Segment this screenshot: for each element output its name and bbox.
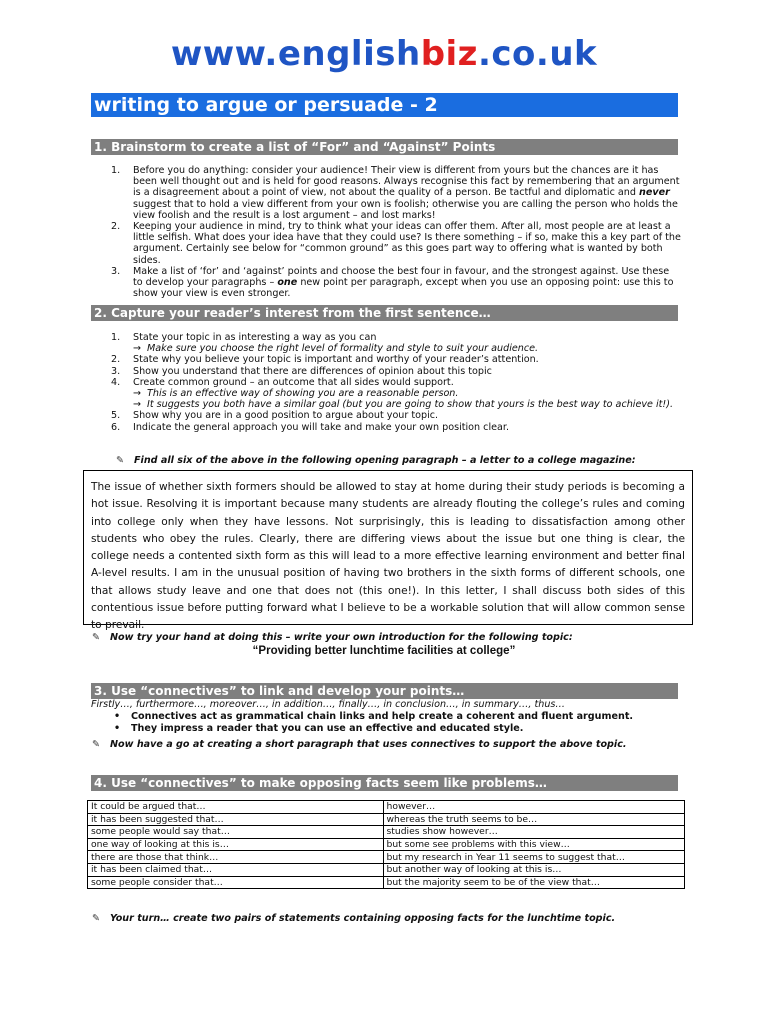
table-cell-statement: It could be argued that… [88, 801, 384, 814]
list-item: 3. Show you understand that there are differences of opinion about this topic [111, 365, 492, 377]
connectives-table [87, 800, 685, 889]
logo-text-2: biz [420, 34, 478, 74]
table-row [88, 838, 685, 851]
arrow-icon: → [133, 343, 142, 355]
sub-item: → Make sure you choose the right level of formality and style to suit your audience. [133, 343, 539, 355]
table-cell-statement: it has been claimed that… [88, 863, 384, 876]
section-2-heading: 2. Capture your reader’s interest from the first sentence… [91, 305, 678, 321]
table-row [88, 801, 685, 814]
pencil-icon: ✎ [92, 739, 101, 750]
table-cell-statement: some people consider that… [88, 876, 384, 889]
section-4-heading: 4. Use “connectives” to make opposing facts seem like problems… [91, 775, 678, 791]
site-logo [0, 34, 768, 74]
table-row [88, 876, 685, 889]
table-row [88, 826, 685, 839]
pencil-icon: ✎ [116, 455, 125, 466]
list-item: 6. Indicate the general approach you will take and make your own position clear. [111, 421, 510, 433]
arrow-icon: → [133, 399, 142, 411]
table-cell-counter: but some see problems with this view… [383, 838, 685, 851]
table-cell-counter: whereas the truth seems to be… [383, 813, 685, 826]
pencil-icon: ✎ [92, 913, 101, 924]
example-paragraph-box [83, 470, 693, 632]
table-cell-counter: but another way of looking at this is… [383, 863, 685, 876]
list-item: 1. State your topic in as interesting a way as you can [111, 332, 377, 343]
example-paragraph: The issue of whether sixth formers should be allowed to stay at home during their study periods is becoming a hot issue. Resolving it is important because many students are already flouting the college’s rules and coming into college only when they have lessons. Not surprisingly, this is leading to dissatisfaction among other students who obey the rules. Clearly, there are differing views about the issue but one thing is clear, the college needs a contented sixth form as this will lead to a more effective learning environment and better final A-level results. I am in the unusual position of having two brothers in the sixth forms of different schools, one that allows study leave and one that does not (this one!). In this letter, I shall discuss both sides of this contentious issue before putting forward what I believe to be a workable solution that will allow common sense to prevail. [91, 481, 685, 632]
list-item: 5. Show why you are in a good position to argue about your topic. [111, 410, 439, 422]
list-item: 1. Before you do anything: consider your audience! Their view is different from yours but the chances are it has been well thought out and is held for good reasons. Always recognise this fact by remembering that an argument is a disagreement about a point of view, not about the quality of a person. Be tactful and diplomatic and never suggest that to hold a view different from your own is foolish; otherwise you are calling the person who holds the view foolish and the result is a lost argument – and lost marks! [111, 165, 680, 221]
table-cell-statement: there are those that think… [88, 851, 384, 864]
sub-item: → This is an effective way of showing you are a reasonable person. [133, 388, 459, 400]
pencil-icon: ✎ [92, 632, 101, 643]
exercise-prompt-4: ✎ Your turn… create two pairs of statements containing opposing facts for the lunchtime topic. [92, 913, 616, 924]
exercise-prompt-2: ✎ Now try your hand at doing this – write your own introduction for the following topic: [92, 632, 573, 643]
table-cell-statement: some people would say that… [88, 826, 384, 839]
table-cell-counter: but my research in Year 11 seems to suggest that… [383, 851, 685, 864]
table-cell-counter: but the majority seem to be of the view that… [383, 876, 685, 889]
sub-item: → It suggests you both have a similar goal (but you are going to show that yours is the best way to achieve it!). [133, 399, 674, 411]
list-item: 4. Create common ground – an outcome that all sides would support. [111, 376, 454, 388]
exercise-prompt-3: ✎ Now have a go at creating a short paragraph that uses connectives to support the above topic. [92, 739, 627, 750]
logo-text-3: .co.uk [477, 34, 598, 74]
table-cell-counter: studies show however… [383, 826, 685, 839]
section-3-bullets [91, 711, 681, 735]
section-3-heading: 3. Use “connectives” to link and develop your points… [91, 683, 678, 699]
page-title: writing to argue or persuade - 2 [91, 93, 678, 117]
list-item: 2. State why you believe your topic is important and worthy of your reader’s attention. [111, 354, 539, 366]
section-1-list [91, 165, 681, 299]
table-cell-counter: however… [383, 801, 685, 814]
list-item: • They impress a reader that you can use an effective and educated style. [91, 723, 681, 735]
table-row [88, 813, 685, 826]
table-row [88, 851, 685, 864]
table-cell-statement: it has been suggested that… [88, 813, 384, 826]
logo-text-1: www.english [170, 34, 421, 74]
arrow-icon: → [133, 388, 142, 400]
table-row [88, 863, 685, 876]
section-1-heading: 1. Brainstorm to create a list of “For” and “Against” Points [91, 139, 678, 155]
connectives-examples: Firstly…, furthermore…, moreover…, in addition…, finally…, in conclusion…, in summary…, thus… [91, 699, 565, 710]
list-item: 2. Keeping your audience in mind, try to think what your ideas can offer them. After all, most people are at least a little selfish. What does your idea have that they could use? Is there something – if so, make this a key part of the argument. Certainly see below for “common ground” as this goes part way to offering what is wanted by both sides. [111, 221, 681, 266]
list-item: 3. Make a list of ‘for’ and ‘against’ points and choose the best four in favour, and the strongest against. Use these to develop your paragraphs – one new point per paragraph, except when you use an opposing point: use this to show your view is even stronger. [111, 265, 674, 300]
list-item: • Connectives act as grammatical chain links and help create a coherent and fluent argument. [91, 711, 681, 723]
section-2-list [91, 332, 681, 433]
exercise-prompt-1: ✎ Find all six of the above in the following opening paragraph – a letter to a college magazine: [116, 455, 636, 466]
table-cell-statement: one way of looking at this is… [88, 838, 384, 851]
topic-title: “Providing better lunchtime facilities at college” [252, 645, 516, 657]
